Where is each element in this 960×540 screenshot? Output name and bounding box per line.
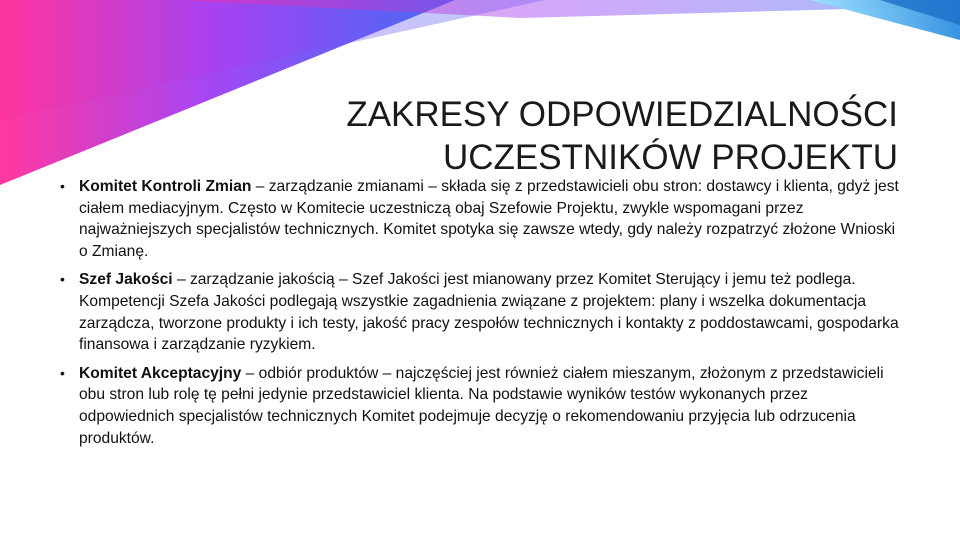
bullet-icon: •	[60, 271, 65, 288]
item-text: – odbiór produktów – najczęściej jest również ciałem mieszanym, złożonym z przedstawicieli obu stron lub rolę tę pełni jedynie przedstawiciel klienta. Na podstawie wyników testów wykonanych przez odpowiednich specjalistów technicznych Komitet podejmuje decyzję o rekomendowaniu przyjęcia lub odrzucenia produktów.	[79, 364, 884, 447]
title-line-2: UCZESTNIKÓW PROJEKTU	[442, 138, 898, 178]
item-text: – zarządzanie zmianami – składa się z przedstawicieli obu stron: dostawcy i klienta, gdyż jest ciałem mediacyjnym. Często w Komitecie uczestniczą obaj Szefowie Projektu, zwykle wspomagani przez najważniejszych specjalistów technicznych. Komitet spotyka się zawsze wtedy, gdy należy rozpatrzyć złożone Wnioski o Zmianę.	[79, 178, 899, 260]
page-title	[138, 93, 898, 179]
list-item	[60, 176, 902, 262]
item-term: Komitet Akceptacyjny	[79, 364, 242, 382]
item-text: – zarządzanie jakością – Szef Jakości jest mianowany przez Komitet Sterujący i jemu też podlega. Kompetencji Szefa Jakości podlegają wszystkie zagadnienia związane z projektem: plany i wszelka dokumentacja zarządcza, tworzone produkty i ich testy, jakość pracy zespołów technicznych i kontakty z poddostawcami, gospodarka finansowa i zarządzanie ryzykiem.	[79, 271, 899, 354]
title-line-1: ZAKRESY ODPOWIEDZIALNOŚCI	[346, 95, 898, 135]
bullet-icon: •	[60, 178, 65, 194]
bullet-list	[60, 176, 902, 456]
list-item	[60, 269, 902, 355]
item-term: Komitet Kontroli Zmian	[79, 178, 252, 195]
bullet-icon: •	[60, 364, 65, 381]
list-item	[60, 363, 902, 449]
item-term: Szef Jakości	[79, 271, 173, 289]
